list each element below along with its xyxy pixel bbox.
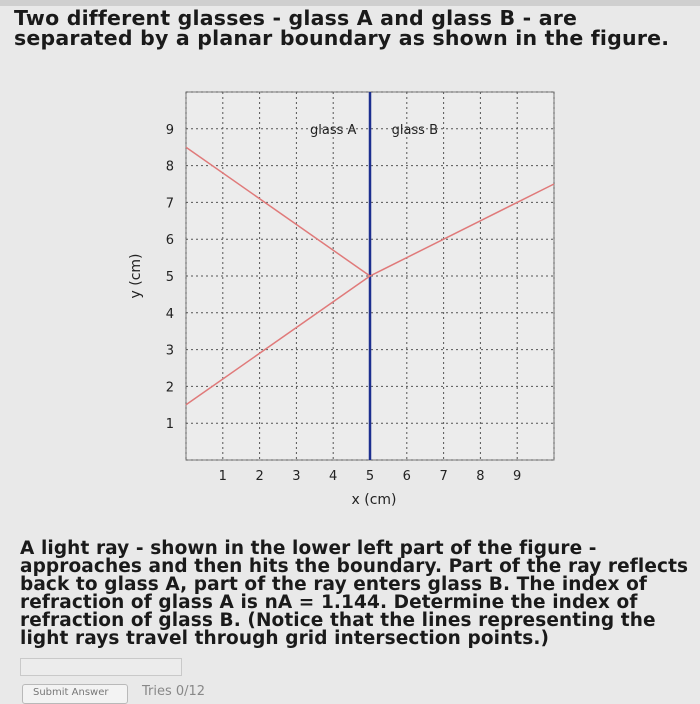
- x-tick-label: 9: [513, 469, 522, 484]
- x-tick-label: 7: [439, 469, 448, 484]
- x-tick-label: 1: [218, 469, 227, 484]
- x-tick-label: 2: [255, 469, 264, 484]
- region-label: glass A: [309, 122, 357, 138]
- problem-text: A light ray - shown in the lower left part of the figure - approaches and then hits the boundary. Part of the ray reflects back to glass A, part of the ray enters glass B. The index of refraction of glass A is nA = 1.144. Determine the index of refraction of glass B. (Notice that the lines representing the light rays travel through grid intersection points.): [20, 538, 689, 649]
- y-tick-label: 7: [165, 196, 174, 212]
- y-tick-label: 3: [165, 343, 174, 359]
- question-intro: Two different glasses - glass A and glass B - are separated by a planar boundary as shown in the figure.: [14, 6, 670, 50]
- x-tick-label: 3: [292, 469, 301, 484]
- region-label: glass B: [391, 122, 439, 138]
- y-tick-label: 5: [165, 270, 174, 285]
- figure: [120, 70, 580, 520]
- y-tick-label: 9: [165, 122, 174, 138]
- x-tick-label: 6: [402, 469, 411, 484]
- y-axis-label: y (cm): [128, 253, 144, 299]
- y-tick-label: 8: [165, 159, 174, 175]
- x-tick-label: 5: [365, 469, 375, 484]
- x-tick-label: 8: [476, 469, 485, 484]
- x-axis-label: x (cm): [351, 492, 397, 508]
- submit-answer-button[interactable]: Submit Answer: [22, 684, 128, 704]
- y-tick-label: 1: [165, 417, 174, 433]
- answer-input[interactable]: [20, 658, 182, 676]
- y-tick-label: 2: [165, 380, 174, 396]
- ray-diagram: [120, 70, 580, 520]
- y-tick-label: 6: [165, 233, 174, 249]
- y-tick-label: 4: [165, 306, 174, 322]
- x-tick-label: 4: [329, 469, 338, 484]
- tries-counter: Tries 0/12: [142, 684, 206, 699]
